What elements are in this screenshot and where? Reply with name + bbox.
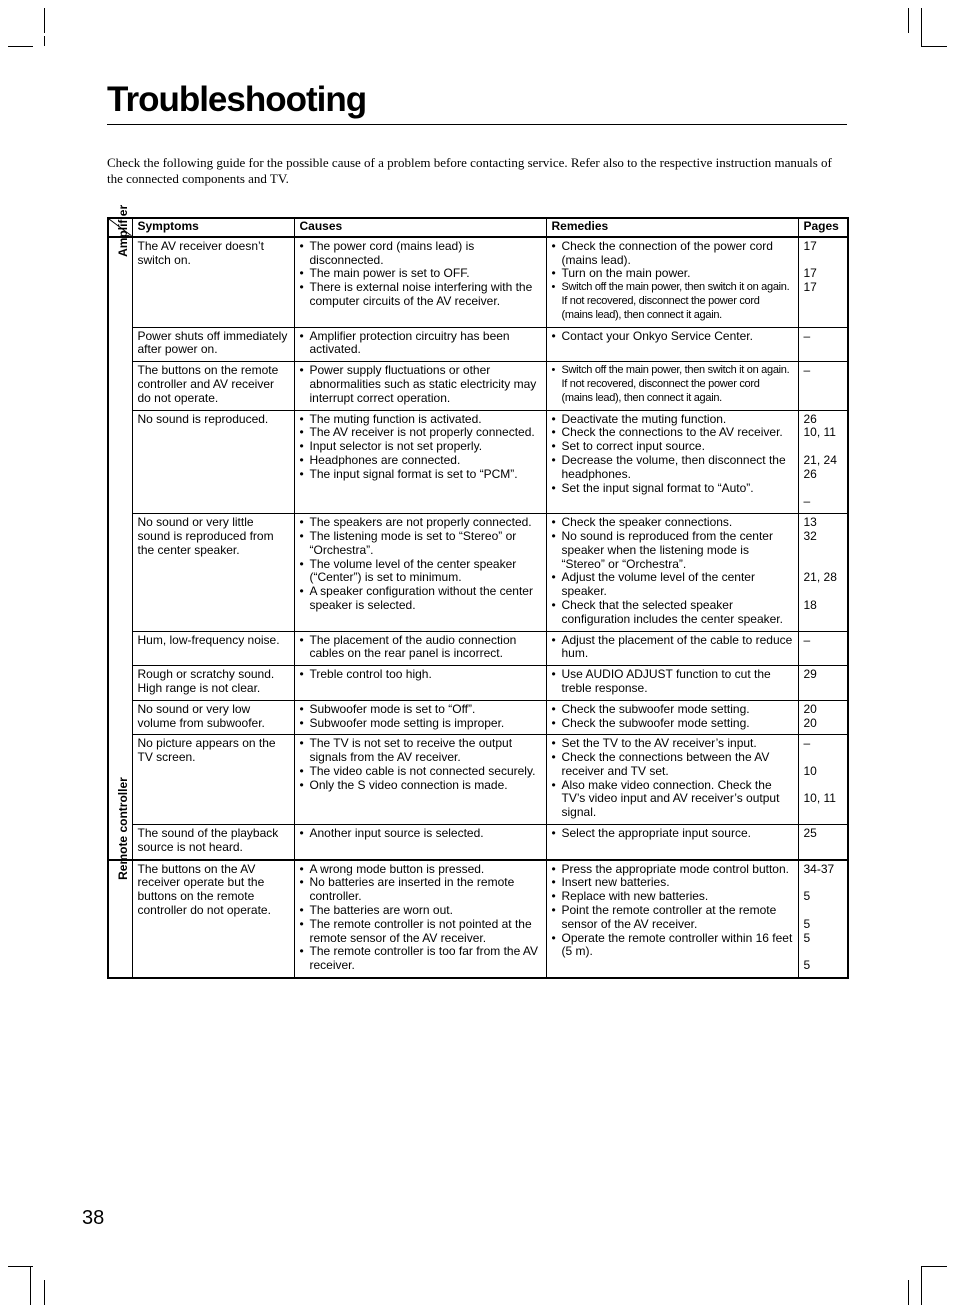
remedies-cell [546,860,798,978]
remedy-list [552,827,793,841]
causes-cell [294,631,546,666]
cause-list [300,516,541,613]
title-divider [107,124,847,125]
group-label-cell [108,776,132,978]
table-row [108,666,848,701]
remedy-item: • No sound is reproduced from the center speaker when the listening mode is “Stereo” or “Orchestra”. [552,530,793,571]
header-symptoms: Symptoms [132,218,294,237]
pages-cell [798,237,848,327]
page-ref: 21, 24 [803,452,837,467]
page-ref: 17 [803,266,817,281]
remedy-item: • Point the remote controller at the remote sensor of the AV receiver. [552,904,793,932]
page-ref: 18 [803,597,817,612]
table-row [108,860,848,978]
remedy-item: • Decrease the volume, then disconnect the headphones. [552,454,793,482]
causes-cell [294,700,546,735]
remedy-item: • Turn on the main power. [552,267,793,281]
page-ref: 17 [803,280,817,295]
remedies-cell [546,514,798,631]
crop-mark [921,46,947,47]
page-ref: 26 [803,466,817,481]
cause-list [300,413,541,482]
pages-cell [798,666,848,701]
remedy-item: • Press the appropriate mode control button. [552,863,793,877]
cause-item: • The AV receiver is not properly connected. [300,426,541,440]
page-ref: – [803,632,811,647]
page-ref: – [803,494,811,509]
pages-cell [798,362,848,410]
page-ref [804,945,843,959]
symptom-cell: No sound or very low volume from subwoofer. [132,700,294,735]
pages-cell [798,860,848,978]
table-row [108,825,848,860]
remedy-list [552,703,793,731]
page-ref [804,779,843,793]
cause-item: • There is external noise interfering with the computer circuits of the AV receiver. [300,281,541,309]
symptom-cell: No picture appears on the TV screen. [132,735,294,825]
remedy-item: • Also make video connection. Check the TV’s video input and AV receiver’s output signal. [552,779,793,820]
causes-cell [294,410,546,514]
remedies-cell [546,237,798,327]
remedy-item: • Check the subwoofer mode setting. [552,717,793,731]
crop-mark [44,1280,45,1305]
crop-mark [921,1266,922,1305]
remedy-item: • Check the subwoofer mode setting. [552,703,793,717]
pages-cell [798,735,848,825]
symptom-cell: The buttons on the AV receiver operate but the buttons on the remote controller do not operate. [132,860,294,978]
page-number: 38 [82,1207,105,1229]
cause-item: • The input signal format is set to “PCM”. [300,468,541,482]
header-causes: Causes [294,218,546,237]
header-remedies: Remedies [546,218,798,237]
remedy-list [552,863,793,960]
page-ref: 25 [803,826,817,841]
crop-mark [44,8,45,33]
remedy-item: • Switch off the main power, then switch it on again. If not recovered, disconnect the power cord (mains lead), then connect it again. [552,281,793,322]
cause-item: • Headphones are connected. [300,454,541,468]
cause-item: • Treble control too high. [300,668,541,682]
causes-cell [294,735,546,825]
causes-cell [294,825,546,860]
causes-cell [294,666,546,701]
cause-item: • The batteries are worn out. [300,904,541,918]
cause-item: • The volume level of the center speaker (“Center”) is set to minimum. [300,558,541,586]
causes-cell [294,514,546,631]
cause-item: • The video cable is not connected securely. [300,765,541,779]
symptom-cell: The sound of the playback source is not heard. [132,825,294,860]
page-ref: 10 [803,763,817,778]
crop-mark [8,46,33,47]
table-row [108,735,848,825]
symptom-cell: Power shuts off immediately after power on. [132,327,294,362]
cause-item: • Power supply fluctuations or other abnormalities such as static electricity may interrupt correct operation. [300,364,541,405]
table-row [108,237,848,327]
table-row [108,631,848,666]
remedy-item: • Insert new batteries. [552,876,793,890]
pages-cell [798,327,848,362]
pages-cell [798,631,848,666]
symptom-cell: Rough or scratchy sound. High range is not clear. [132,666,294,701]
cause-list [300,240,541,309]
page-ref: – [803,328,811,343]
remedy-list [552,634,793,662]
pages-cell [798,514,848,631]
page-ref: 5 [803,889,811,904]
remedy-item: • Check that the selected speaker configuration includes the center speaker. [552,599,793,627]
page-ref [804,440,843,454]
page-ref: 32 [803,528,817,543]
remedy-list [552,516,793,626]
troubleshooting-table [107,204,849,979]
page-ref: 21, 28 [803,570,837,585]
symptom-cell: Hum, low-frequency noise. [132,631,294,666]
cause-item: • No batteries are inserted in the remote controller. [300,876,541,904]
page-ref [804,904,843,918]
cause-item: • The TV is not set to receive the output signals from the AV receiver. [300,737,541,765]
remedy-list [552,240,793,323]
cause-item: • Only the S video connection is made. [300,779,541,793]
remedy-item: • Switch off the main power, then switch it on again. If not recovered, disconnect the power cord (mains lead), then connect it again. [552,364,793,405]
causes-cell [294,237,546,327]
remedy-item: • Check the connection of the power cord (mains lead). [552,240,793,268]
remedy-list [552,364,793,405]
causes-cell [294,860,546,978]
page-ref: 29 [803,667,817,682]
remedy-item: • Operate the remote controller within 16 feet (5 m). [552,932,793,960]
group-label: Remote controller [116,776,131,880]
symptom-cell: No sound is reproduced. [132,410,294,514]
remedy-item: • Set the TV to the AV receiver’s input. [552,737,793,751]
table-row [108,327,848,362]
intro-paragraph: Check the following guide for the possible cause of a problem before contacting service. Refer also to the respective instruction manuals of the connected components and TV. [107,155,832,186]
crop-mark [44,36,45,46]
remedies-cell [546,700,798,735]
cause-item: • A speaker configuration without the center speaker is selected. [300,585,541,613]
crop-mark [908,1280,909,1305]
remedy-list [552,413,793,496]
page-ref: 13 [803,515,817,530]
cause-item: • A wrong mode button is pressed. [300,863,541,877]
table-row [108,362,848,410]
remedy-item: • Check the connections to the AV receiver. [552,426,793,440]
page-ref [804,482,843,496]
remedy-item: • Select the appropriate input source. [552,827,793,841]
remedy-item: • Deactivate the muting function. [552,413,793,427]
group-label: Amplifier [116,204,131,257]
remedy-list [552,668,793,696]
cause-list [300,737,541,792]
remedies-cell [546,825,798,860]
pages-cell [798,825,848,860]
cause-item: • The listening mode is set to “Stereo” or “Orchestra”. [300,530,541,558]
pages-cell [798,700,848,735]
remedies-cell [546,666,798,701]
crop-mark [921,1266,947,1267]
cause-item: • Another input source is selected. [300,827,541,841]
remedy-item: • Check the speaker connections. [552,516,793,530]
remedies-cell [546,735,798,825]
remedy-item: • Set to correct input source. [552,440,793,454]
crop-mark [908,8,909,33]
symptom-cell: The buttons on the remote controller and AV receiver do not operate. [132,362,294,410]
cause-list [300,863,541,973]
page-ref [804,585,843,599]
remedy-item: • Use AUDIO ADJUST function to cut the treble response. [552,668,793,696]
causes-cell [294,362,546,410]
remedies-cell [546,327,798,362]
cause-item: • The main power is set to OFF. [300,267,541,281]
crop-mark [921,8,922,46]
page-ref [804,254,843,268]
symptom-cell: The AV receiver doesn’t switch on. [132,237,294,327]
group-label-cell [108,204,132,860]
page-ref: 20 [803,701,817,716]
remedy-item: • Adjust the placement of the cable to reduce hum. [552,634,793,662]
page-ref: 5 [803,958,811,973]
cause-item: • The speakers are not properly connected. [300,516,541,530]
causes-cell [294,327,546,362]
cause-item: • Subwoofer mode setting is improper. [300,717,541,731]
cause-list [300,668,541,682]
page-ref [804,751,843,765]
page-ref: 10, 11 [803,791,836,806]
remedy-item: • Contact your Onkyo Service Center. [552,330,793,344]
remedy-list [552,737,793,820]
remedy-item: • Check the connections between the AV receiver and TV set. [552,751,793,779]
table-row [108,700,848,735]
page-ref: 26 [803,411,817,426]
cause-item: • The power cord (mains lead) is disconnected. [300,240,541,268]
remedies-cell [546,362,798,410]
cause-list [300,827,541,841]
cause-item: • Input selector is not set properly. [300,440,541,454]
page-ref: 10, 11 [803,425,836,440]
cause-item: • The remote controller is not pointed at the remote sensor of the AV receiver. [300,918,541,946]
page-ref: – [803,363,811,378]
pages-cell [798,410,848,514]
page-ref: 17 [803,238,817,253]
cause-list [300,364,541,405]
page-ref: 5 [803,916,811,931]
table-row [108,410,848,514]
page-ref [804,876,843,890]
page-ref [804,558,843,572]
symptom-cell: No sound or very little sound is reproduced from the center speaker. [132,514,294,631]
cause-item: • Subwoofer mode is set to “Off”. [300,703,541,717]
cause-list [300,634,541,662]
crop-mark [30,1266,31,1305]
page-ref [804,544,843,558]
remedies-cell [546,410,798,514]
cause-item: • The placement of the audio connection cables on the rear panel is incorrect. [300,634,541,662]
cause-item: • Amplifier protection circuitry has been activated. [300,330,541,358]
table-row [108,514,848,631]
page-ref: 34-37 [803,861,835,876]
cause-item: • The muting function is activated. [300,413,541,427]
page-ref: 5 [803,930,811,945]
header-pages: Pages [798,218,848,237]
table-header-row [108,218,848,237]
remedies-cell [546,631,798,666]
page-ref: – [803,736,811,751]
page-title: Troubleshooting [107,80,367,119]
remedy-list [552,330,793,344]
cause-list [300,703,541,731]
remedy-item: • Replace with new batteries. [552,890,793,904]
page-ref: 20 [803,715,817,730]
cause-item: • The remote controller is too far from the AV receiver. [300,945,541,973]
remedy-item: • Adjust the volume level of the center speaker. [552,571,793,599]
remedy-item: • Set the input signal format to “Auto”. [552,482,793,496]
cause-list [300,330,541,358]
